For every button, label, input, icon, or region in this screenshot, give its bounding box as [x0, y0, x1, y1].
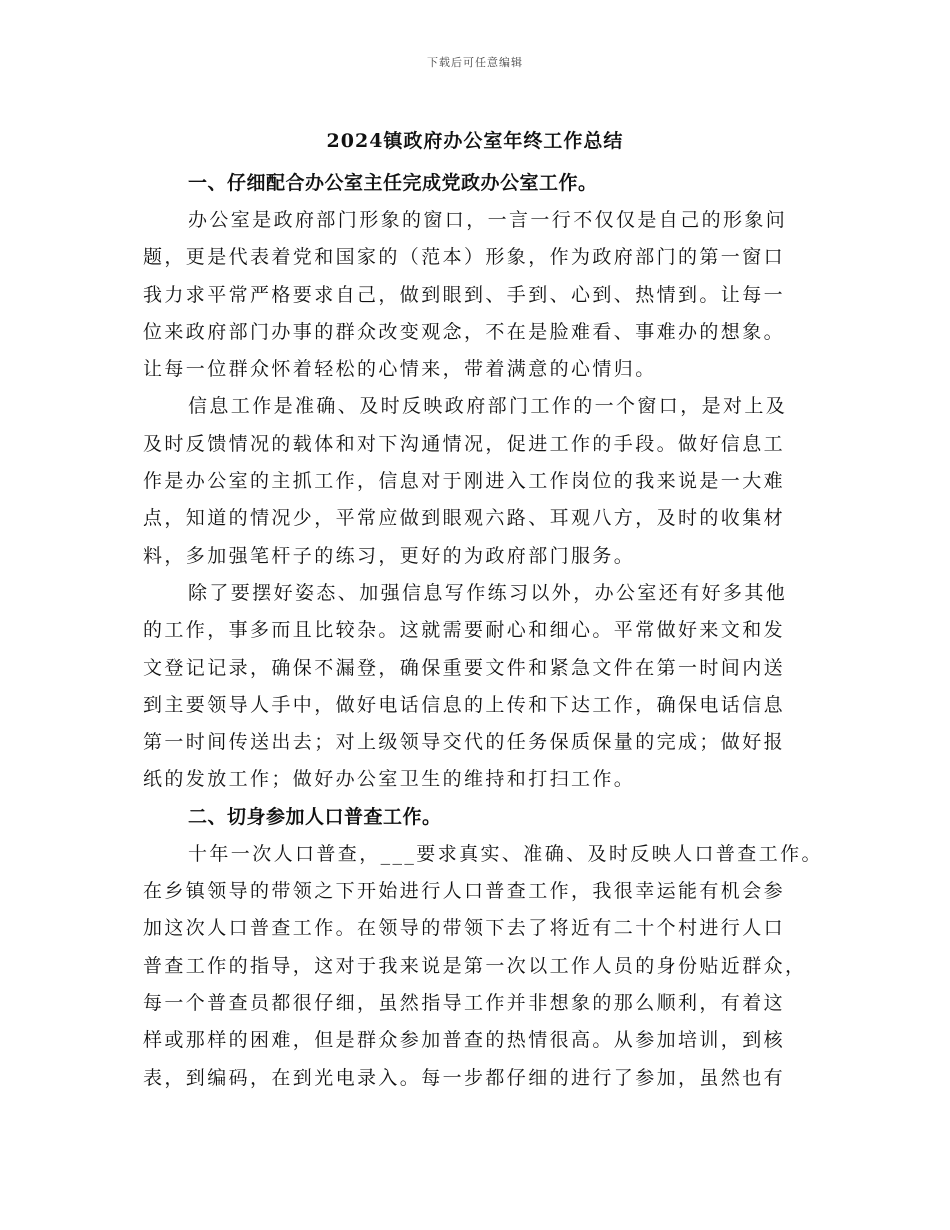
paragraph-line: 第一时间传送出去；对上级领导交代的任务保质保量的完成；做好报 [143, 731, 786, 754]
paragraph-line: 每一个普查员都很仔细，虽然指导工作并非想象的那么顺利，有着这 [143, 991, 786, 1014]
paragraph [143, 575, 808, 799]
section-heading: 二、切身参加人口普查工作。 [188, 805, 442, 828]
paragraph-line: 普查工作的指导，这对于我来说是第一次以工作人员的身份贴近群众， [143, 954, 807, 977]
document-body [143, 165, 823, 1097]
paragraph-line: 办公室是政府部门形象的窗口，一言一行不仅仅是自己的形象问 [188, 209, 788, 231]
paragraph-line: 点，知道的情况少，平常应做到眼观六路、耳观八方，及时的收集材 [143, 507, 786, 530]
paragraph-line: 除了要摆好姿态、加强信息写作练习以外，办公室还有好多其他 [188, 581, 788, 604]
paragraph [143, 388, 808, 574]
paragraph-line: 表，到编码，在到光电录入。每一步都仔细的进行了参加，虽然也有 [143, 1066, 786, 1089]
paragraph [143, 202, 808, 388]
paragraph-line: 信息工作是准确、及时反映政府部门工作的一个窗口，是对上及 [188, 395, 788, 418]
document-title: 2024镇政府办公室年终工作总结 [326, 130, 624, 152]
paragraph-line: 样或那样的困难，但是群众参加普查的热情很高。从参加培训，到核 [143, 1029, 786, 1052]
paragraph-line: 及时反馈情况的载体和对下沟通情况，促进工作的手段。做好信息工 [143, 432, 786, 455]
paragraph-line: 文登记记录，确保不漏登，确保重要文件和紧急文件在第一时间内送 [143, 656, 786, 679]
paragraph-line: 作是办公室的主抓工作，信息对于刚进入工作岗位的我来说是一大难 [143, 470, 786, 493]
paragraph-line: 料，多加强笔杆子的练习，更好的为政府部门服务。 [143, 544, 636, 567]
paragraph-line: 加这次人口普查工作。在领导的带领下去了将近有二十个村进行人口 [143, 917, 786, 940]
paragraph-line: 的工作，事多而且比较杂。这就需要耐心和细心。平常做好来文和发 [143, 619, 786, 642]
paragraph-line: 十年一次人口普查，___要求真实、准确、及时反映人口普查工作。 [188, 842, 823, 865]
paragraph-line: 纸的发放工作；做好办公室卫生的维持和打扫工作。 [143, 768, 636, 791]
paragraph [143, 836, 823, 1097]
paragraph-line: 在乡镇领导的带领之下开始进行人口普查工作，我很幸运能有机会参 [143, 880, 786, 903]
paragraph-line: 到主要领导人手中，做好电话信息的上传和下达工作，确保电话信息 [143, 693, 786, 716]
paragraph-line: 我力求平常严格要求自己，做到眼到、手到、心到、热情到。让每一 [143, 283, 786, 306]
paragraph-line: 让每一位群众怀着轻松的心情来，带着满意的心情归。 [143, 358, 657, 381]
paragraph-line: 位来政府部门办事的群众改变观念，不在是脸难看、事难办的想象。 [143, 320, 786, 343]
section-heading: 一、仔细配合办公室主任完成党政办公室工作。 [188, 172, 598, 194]
page-header-note: 下载后可任意编辑 [427, 56, 523, 69]
paragraph-line: 题，更是代表着党和国家的（范本）形象，作为政府部门的第一窗口 [143, 246, 786, 269]
